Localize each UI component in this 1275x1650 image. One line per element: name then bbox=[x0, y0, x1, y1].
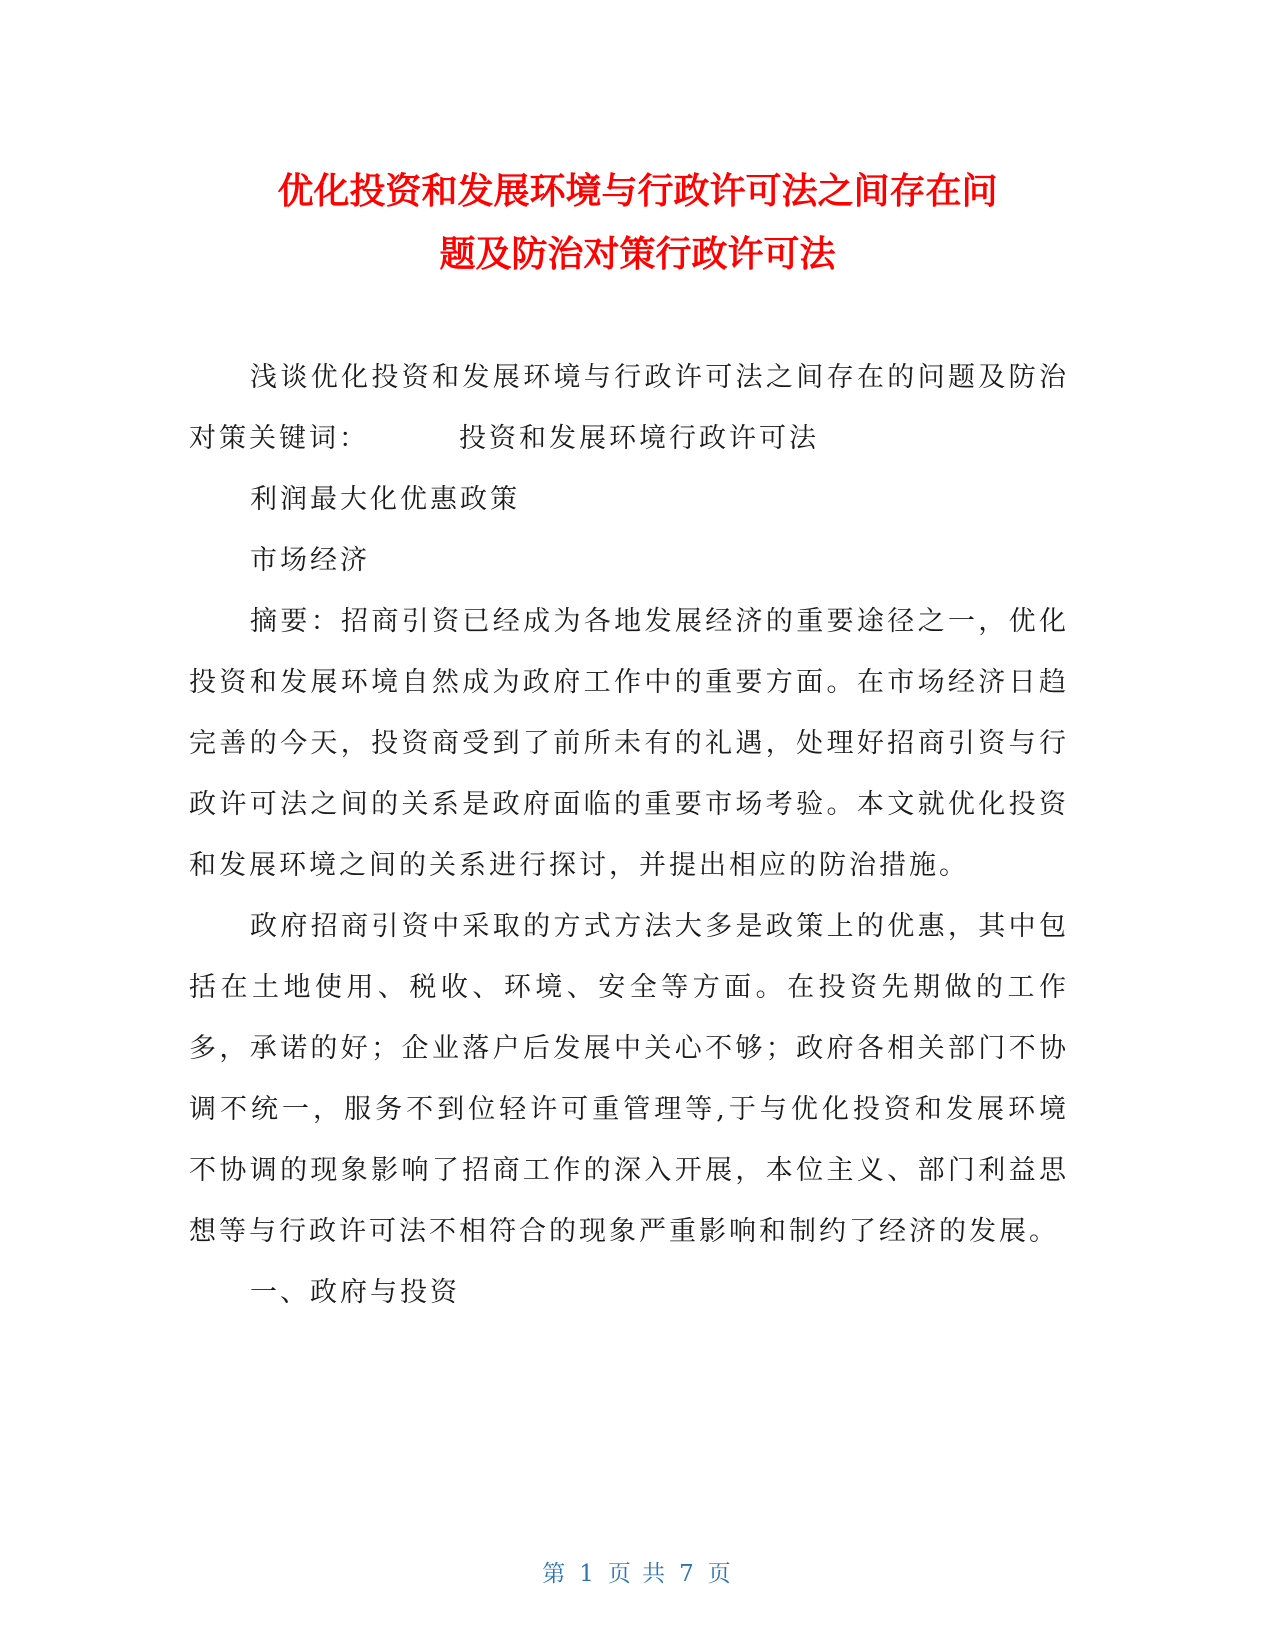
document-title bbox=[150, 160, 1125, 286]
keyword-3: 市场经济 bbox=[250, 545, 370, 576]
keyword-2: 利润最大化优惠政策 bbox=[250, 484, 520, 515]
intro-paragraph bbox=[189, 347, 1069, 469]
footer-middle: 页 共 bbox=[607, 1561, 668, 1587]
abstract-paragraph: 摘要：招商引资已经成为各地发展经济的重要途径之一，优化投资和发展环境自然成为政府工作中的重要方面。在市场经济日趋完善的今天，投资商受到了前所未有的礼遇，处理好招商引资与行政许可法之间的关系是政府面临的重要市场考验。本文就优化投资和发展环境之间的关系进行探讨，并提出相应的防治措施。 bbox=[189, 606, 1069, 881]
page-footer bbox=[0, 1555, 1275, 1588]
body-paragraph-1: 政府招商引资中采取的方式方法大多是政策上的优惠，其中包括在土地使用、税收、环境、安全等方面。在投资先期做的工作多，承诺的好；企业落户后发展中关心不够；政府各相关部门不协调不统一，服务不到位轻许可重管理等,于与优化投资和发展环境不协调的现象影响了招商工作的深入开展，本位主义、部门利益思想等与行政许可法不相符合的现象严重影响和制约了经济的发展。 bbox=[189, 911, 1069, 1247]
title-line-1: 优化投资和发展环境与行政许可法之间存在问 bbox=[277, 171, 998, 212]
title-line-2: 题及防治对策行政许可法 bbox=[439, 234, 836, 275]
footer-prefix: 第 bbox=[542, 1561, 568, 1587]
intro-text: 浅谈优化投资和发展环境与行政许可法之间存在的问题及防治对策关键词： bbox=[189, 362, 1069, 454]
keyword-1: 投资和发展环境行政许可法 bbox=[459, 423, 819, 454]
footer-total-pages: 7 bbox=[679, 1561, 696, 1587]
footer-current-page: 1 bbox=[579, 1561, 596, 1587]
document-body bbox=[189, 347, 1069, 1323]
section-heading: 一、政府与投资 bbox=[250, 1277, 460, 1308]
footer-suffix: 页 bbox=[707, 1561, 733, 1587]
